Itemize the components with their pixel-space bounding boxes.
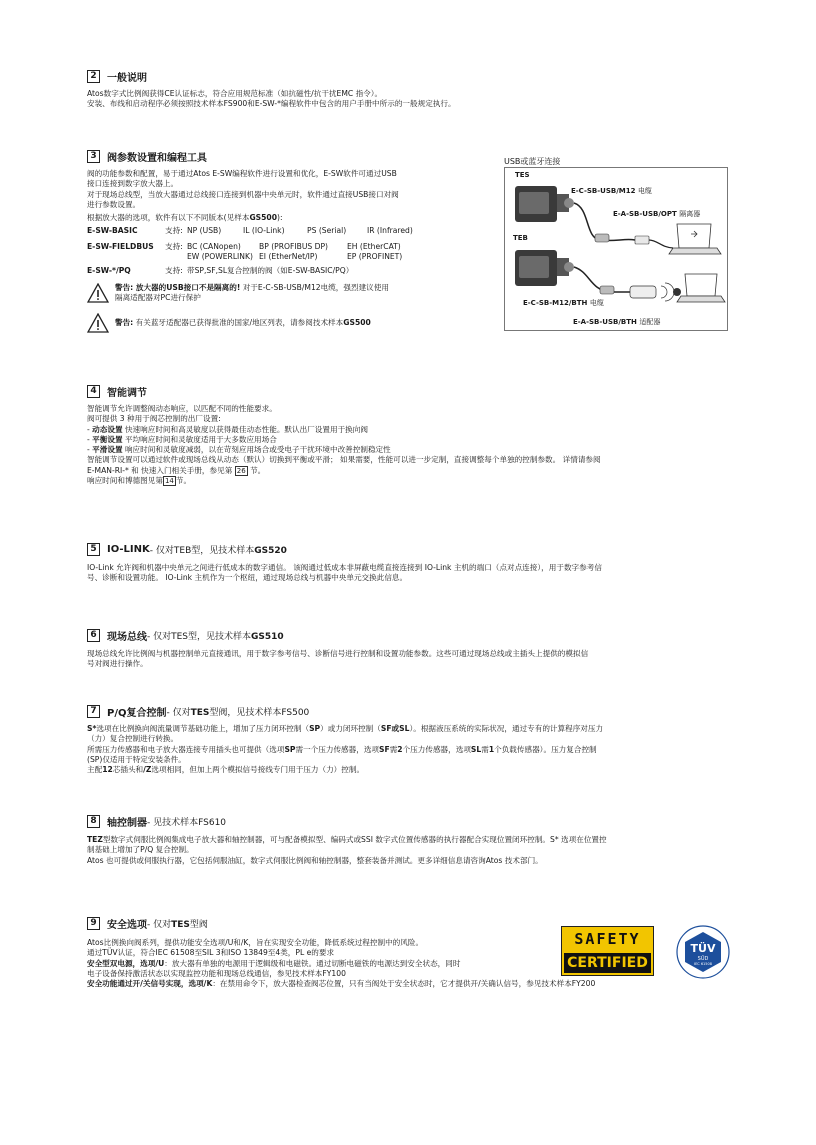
section-subtitle: - 仅对TES型，见技术样本GS510 — [147, 631, 284, 642]
list-item: - 平衡设置 平均响应时间和灵敏度适用于大多数应用场合 — [87, 434, 277, 444]
warning-bluetooth: 警告: 有关蓝牙适配器已获得批准的国家/地区列表，请参阅技术样本GS500 — [87, 313, 487, 333]
section-general — [87, 68, 732, 110]
section-subtitle: - 仅对TES型阀，见技术样本FS500 — [166, 707, 310, 718]
paragraph-line: 主配12芯插头和/Z选项相同，但加上两个模拟信号接线专门用于压力（力）控制。 — [87, 765, 365, 775]
paragraph-line: 阀的功能参数和配置，易于通过Atos E-SW编程软件进行设置和优化，E-SW软件可通过USB — [87, 169, 397, 178]
paragraph-line: 智能调节设置可以通过软件或现场总线从动态（默认）切换到平衡或平滑； 如果需要，性能可以进一步定制，直接调整每个单独的控制参数。 详情请参阅 — [87, 455, 601, 465]
section-fieldbus — [87, 627, 732, 670]
paragraph-line: Atos比例换向阀系列，提供功能安全选项/U和/K，旨在实现安全功能，降低系统过程控制中的风险。 — [87, 938, 424, 947]
teb-label: TEB — [513, 234, 528, 242]
badge-certified-text: CERTIFIED — [564, 953, 651, 973]
section-axis-controller — [87, 813, 732, 866]
section-number: 4 — [87, 385, 100, 398]
paragraph-line: 号、诊断和设置功能。 IO-Link 主机作为一个枢纽，通过现场总线与机器中央单元交换此信息。 — [87, 573, 408, 583]
tes-label: TES — [515, 171, 530, 179]
sw-basic-row: E-SW-BASIC 支持: NP (USB) IL (IO-Link) PS (Serial) IR (Infrared) — [87, 226, 413, 236]
tuv-sud-text: SÜD — [697, 956, 709, 962]
safety-certified-badge — [561, 926, 654, 976]
section-subtitle: - 仅对TES型阀 — [147, 919, 208, 930]
section-io-link — [87, 541, 732, 584]
section-subtitle: - 见技术样本FS610 — [147, 817, 227, 828]
section-title: 安全选项 — [107, 919, 147, 931]
warning-icon — [87, 313, 109, 333]
paragraph-line: 响应时间和博德图见第 14 节。 — [87, 476, 192, 486]
paragraph-line: 接口连接到数字放大器上。 — [87, 179, 179, 189]
tuv-text: TÜV — [690, 942, 716, 955]
section-number: 7 — [87, 705, 100, 718]
paragraph-line: 安全型双电源，选项/U：放大器有单独的电源用于逻辑级和电磁铁。通过切断电磁铁的电源达到安全状态，同时 — [87, 958, 461, 968]
teb-valve-illustration — [515, 250, 574, 286]
section-title: 一般说明 — [107, 72, 147, 84]
warning-usb: 警告: 放大器的USB接口不是隔离的! 对于E-C-SB-USB/M12电缆，强烈建议使用 隔离适配器对PC进行保护 — [87, 283, 487, 304]
paragraph-line: 安全功能通过开/关信号实现，选项/K：在禁用命令下，放大器检查阀芯位置，只有当阀处于安全状态时，它才提供开/关确认信号，参见技术样本FY200 — [87, 979, 596, 989]
section-title: 现场总线 — [107, 631, 147, 643]
tes-valve-illustration — [515, 186, 574, 222]
figure-title: USB或蓝牙连接 — [504, 157, 561, 166]
paragraph-line: Atos 也可提供或伺服执行器，它包括伺服油缸，数字式伺服比例阀和轴控制器，整套装备并测试。更多详细信息请咨询Atos 技术部门。 — [87, 855, 543, 865]
section-number: 2 — [87, 70, 100, 83]
section-smart-tuning — [87, 383, 732, 486]
section-subtitle: - 仅对TEB型，见技术样本GS520 — [149, 545, 287, 556]
paragraph-line: 电子设备保持激活状态以实现监控功能和现场总线通信，参见技术样本FY100 — [87, 968, 346, 978]
isolator-label: E-A-SB-USB/OPT 隔离器 — [613, 210, 701, 218]
paragraph-line: 通过TÜV认证，符合IEC 61508至SIL 3和ISO 13849至4类，PL e的要求 — [87, 948, 335, 958]
paragraph-line: 现场总线允许比例阀与机器控制单元直接通讯，用于数字参考信号、诊断信号进行控制和设置功能参数。这些可通过现场总线或主插头上提供的模拟信 — [87, 649, 589, 658]
paragraph-line: 所需压力传感器和电子放大器连接专用插头也可提供（选项SP需一个压力传感器，选项SF需2个压力传感器，选项SL需1个负载传感器）。压力复合控制 — [87, 744, 597, 754]
section-title: 阀参数设置和编程工具 — [107, 152, 207, 164]
section-ref-link[interactable]: 26 — [236, 466, 246, 475]
tuv-iec-text: IEC 61508 — [694, 962, 712, 966]
list-item: - 动态设置 快速响应时间和高灵敏度以获得最佳动态性能。默认出厂设置用于换向阀 — [87, 424, 368, 434]
sw-fieldbus-row-2: EW (POWERLINK) EI (EtherNet/IP) EP (PROFINET) — [187, 252, 403, 262]
bt-adapter-label: E-A-SB-USB/BTH 适配器 — [573, 318, 661, 326]
section-number: 5 — [87, 543, 100, 556]
paragraph-line: Atos数字式比例阀获得CE认证标志，符合应用规范标准（如抗磁性/抗干扰EMC 指令）。 — [87, 89, 383, 98]
paragraph-line: S*选项在比例换向阀流量调节基础功能上，增加了压力闭环控制（SP）或力闭环控制（SF或SL）。根据液压系统的实际状况，通过专有的计算程序对压力 — [87, 724, 604, 733]
tuv-certification-badge — [676, 925, 730, 979]
section-title: 轴控制器 — [107, 817, 147, 829]
paragraph-line: E-MAN-RI-* 和 快速入门相关手册，参见第 26 节。 — [87, 465, 266, 475]
paragraph-line: 制基础上增加了P/Q 复合控制。 — [87, 845, 194, 855]
sw-fieldbus-row: E-SW-FIELDBUS 支持: BC (CANopen) BP (PROFIBUS DP) EH (EtherCAT) — [87, 241, 401, 251]
section-title: 智能调节 — [107, 387, 147, 399]
sw-pq-row: E-SW-*/PQ 支持: 带SP,SF,SL复合控制的阀（如E-SW-BASIC/PQ） — [87, 266, 354, 276]
laptop-icon — [669, 224, 721, 254]
section-programming — [87, 148, 487, 333]
paragraph-line: 安装、布线和启动程序必须按照技术样本FS900和E-SW-*编程软件中包含的用户手册中所示的一般规定执行。 — [87, 99, 456, 109]
cable1-label: E-C-SB-USB/M12 电缆 — [571, 187, 652, 195]
paragraph-line: 进行参数设置。 — [87, 199, 141, 209]
paragraph-line: 智能调节允许调整阀动态响应，以匹配不同的性能要求。 — [87, 404, 277, 413]
versions-intro: 根据放大器的选项，软件有以下不同版本(见样本GS500): — [87, 213, 283, 223]
section-pq-control — [87, 703, 732, 775]
badge-safety-text: SAFETY — [574, 930, 641, 948]
connection-figure — [504, 167, 728, 331]
section-number: 6 — [87, 629, 100, 642]
section-number: 9 — [87, 917, 100, 930]
section-number: 3 — [87, 150, 100, 163]
bluetooth-icon — [673, 288, 681, 296]
section-number: 8 — [87, 815, 100, 828]
section-title: P/Q复合控制 — [107, 707, 167, 719]
paragraph-line: 阀可提供 3 种用于阀芯控制的出厂设置: — [87, 414, 221, 424]
warning-icon — [87, 283, 109, 303]
paragraph-line: (SP)仅适用于特定安装条件。 — [87, 754, 186, 764]
laptop-icon — [677, 274, 725, 302]
cable2-label: E-C-SB-M12/BTH 电缆 — [523, 299, 604, 307]
section-ref-link[interactable]: 14 — [164, 477, 174, 486]
paragraph-line: IO-Link 允许阀和机器中央单元之间进行低成本的数字通信。 该阀通过低成本非屏蔽电缆直接连接到 IO-Link 主机的端口（点对点连接），用于数字参考信 — [87, 563, 602, 572]
section-title: IO-LINK — [107, 543, 150, 555]
paragraph-line: （力）复合控制进行转换。 — [87, 734, 179, 744]
list-item: - 平滑设置 响应时间和灵敏度减弱，以在苛刻应用场合或受电子干扰环境中改善控制稳定性 — [87, 445, 391, 455]
paragraph-line: 对于现场总线型，当放大器通过总线接口连接到机器中央单元时，软件通过直接USB接口对阀 — [87, 189, 399, 199]
paragraph-line: TEZ型数字式伺服比例阀集成电子放大器和轴控制器，可与配备模拟型、编码式或SSI 数字式位置传感器的执行器配合实现位置闭环控制。S* 选项在位置控 — [87, 835, 607, 844]
paragraph-line: 号对阀进行操作。 — [87, 659, 148, 669]
